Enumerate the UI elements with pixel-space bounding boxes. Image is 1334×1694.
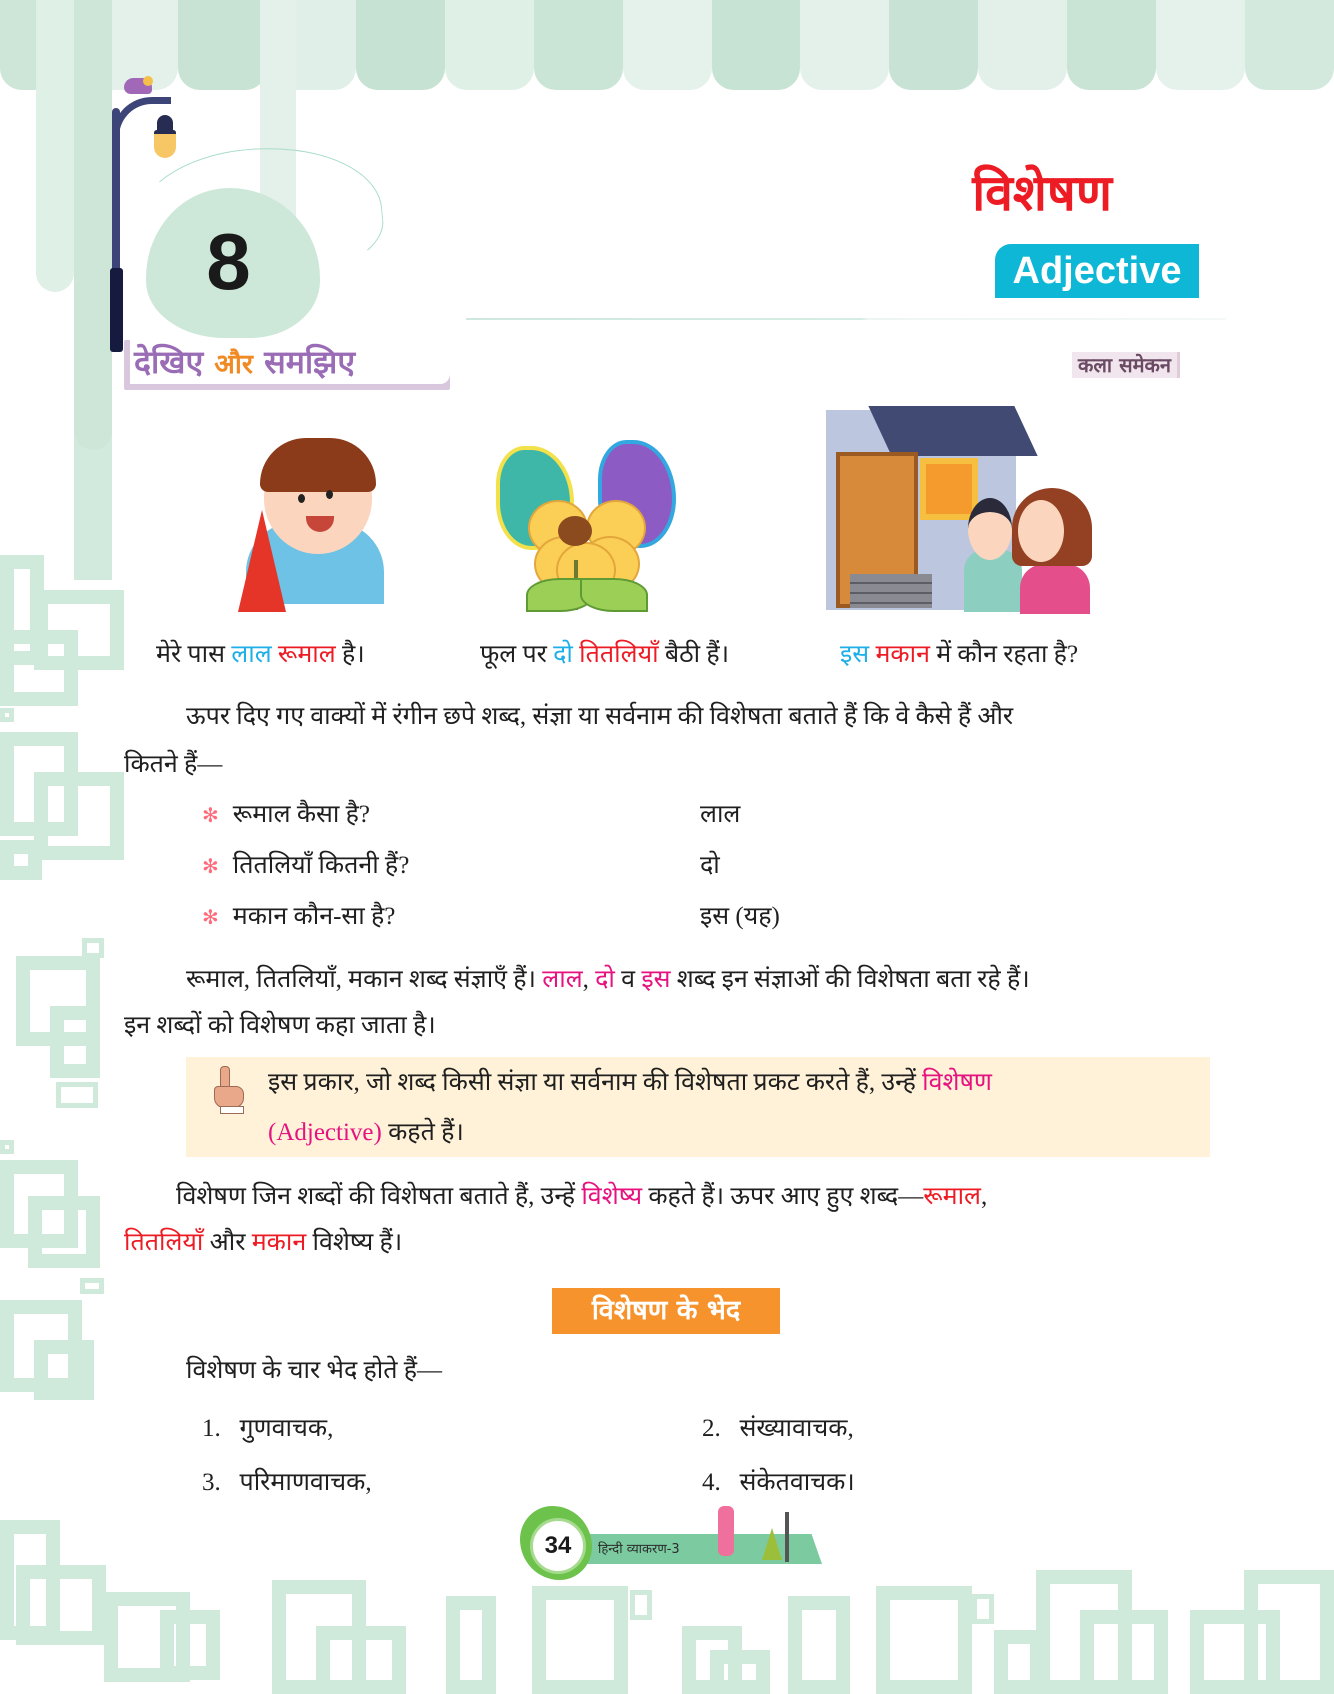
qa-question-text: तितलियाँ कितनी हैं? (232, 852, 410, 879)
section-banner-label (130, 340, 450, 384)
paragraph-text: विशेषण जिन शब्दों की विशेषता बताते हैं, उन्हें (176, 1183, 582, 1210)
paragraph-intro-line1: ऊपर दिए गए वाक्यों में रंगीन छपे शब्द, संज्ञा या सर्वनाम की विशेषता बताते हैं कि वे कैसे हैं और (186, 703, 1014, 730)
section-label-understand: समझिए (264, 343, 356, 381)
qa-question (202, 892, 395, 943)
caption-text: मेरे पास (156, 641, 232, 668)
page-number: 34 (530, 1518, 586, 1574)
red-handkerchief (238, 510, 286, 612)
qa-answer: दो (700, 852, 720, 879)
types-intro: विशेषण के चार भेद होते हैं— (186, 1357, 443, 1384)
chapter-number: 8 (206, 217, 251, 306)
qa-question (202, 841, 409, 892)
caption-text: बैठी हैं। (658, 641, 730, 668)
types-item-label: परिमाणवाचक, (239, 1469, 372, 1496)
types-item-number: 2. (702, 1415, 721, 1442)
qa-answer: इस (यह) (700, 903, 780, 930)
house-roof (868, 406, 1037, 456)
adjective-highlight: इस (840, 641, 870, 668)
paragraph-text: , (582, 966, 596, 993)
house-steps (850, 574, 932, 608)
qa-question-text: रूमाल कैसा है? (232, 801, 371, 828)
term-highlight: विशेष्य (581, 1183, 643, 1210)
definition-text: इस प्रकार, जो शब्द किसी संज्ञा या सर्वनाम की विशेषता प्रकट करते हैं, उन्हें (268, 1069, 923, 1096)
definition-text: कहते हैं। (381, 1119, 464, 1146)
types-item-number: 4. (702, 1469, 721, 1496)
boy-hair (260, 438, 376, 492)
caption-text: है। (335, 641, 365, 668)
types-item (702, 1404, 854, 1454)
noun-highlight: तितलियाँ (124, 1229, 204, 1256)
awning-pillar (36, 0, 74, 292)
section-label-and: और (214, 349, 253, 380)
street-lamp-icon (785, 1512, 789, 1562)
tree-icon (762, 1528, 782, 1560)
definition-line2 (268, 1108, 464, 1158)
qa-question (202, 790, 370, 841)
woman-figure (1020, 564, 1090, 614)
types-item (702, 1458, 855, 1508)
types-heading: विशेषण के भेद (552, 1288, 780, 1334)
paragraph-intro-line2: कितने हैं— (124, 751, 223, 778)
qa-answer: लाल (700, 801, 741, 828)
lamp-bulb-icon (154, 130, 176, 158)
top-awning-decoration (0, 0, 1334, 92)
flower-center (558, 516, 592, 546)
paragraph-nouns-line2: इन शब्दों को विशेषण कहा जाता है। (124, 1012, 436, 1039)
paragraph-text: कहते हैं। ऊपर आए हुए शब्द— (642, 1183, 924, 1210)
boy-eye (326, 490, 333, 499)
adjective-highlight: लाल (542, 966, 583, 993)
awning-pillar (74, 0, 112, 450)
pointing-hand-icon (212, 1066, 246, 1112)
chapter-title-hindi: विशेषण (972, 164, 1112, 222)
woman-face (1018, 500, 1064, 562)
noun-highlight: तितलियाँ (579, 641, 659, 668)
asterisk-bullet-icon: ✻ (202, 805, 219, 827)
asterisk-bullet-icon: ✻ (202, 856, 219, 878)
noun-highlight: मकान (251, 1229, 307, 1256)
art-integration-tag: कला समेकन (1072, 352, 1180, 378)
types-item-number: 1. (202, 1415, 221, 1442)
types-item-number: 3. (202, 1469, 221, 1496)
skateboarder-icon (718, 1506, 734, 1556)
chapter-title-english: Adjective (995, 244, 1199, 298)
paragraph-visheshya-line2 (124, 1218, 402, 1268)
paragraph-text: रूमाल, तितलियाँ, मकान शब्द संज्ञाएँ हैं। (186, 966, 543, 993)
caption-handkerchief (156, 630, 365, 680)
paragraph-text: विशेष्य हैं। (306, 1229, 403, 1256)
types-item (202, 1458, 372, 1508)
adjective-highlight: दो (553, 641, 573, 668)
paragraph-text: शब्द इन संज्ञाओं की विशेषता बता रहे हैं। (670, 966, 1030, 993)
paragraph-text: , (981, 1183, 988, 1210)
types-item (202, 1404, 333, 1454)
adjective-highlight: इस (641, 966, 671, 993)
types-item-label: संख्यावाचक, (739, 1415, 854, 1442)
noun-highlight: मकान (875, 641, 930, 668)
boy-head (968, 498, 1012, 560)
bird-head (143, 76, 153, 86)
paragraph-visheshya-line1 (176, 1172, 987, 1222)
noun-highlight: रूमाल (923, 1183, 982, 1210)
section-banner (124, 340, 450, 390)
lamp-post-base (110, 268, 123, 352)
house-window (920, 458, 978, 520)
asterisk-bullet-icon: ✻ (202, 907, 219, 929)
paragraph-nouns-line1 (186, 955, 1030, 1005)
caption-butterflies (480, 630, 729, 680)
caption-text: में कौन रहता है? (929, 641, 1079, 668)
adjective-highlight: दो (595, 966, 615, 993)
boy-eye (298, 494, 305, 503)
caption-text: फूल पर (480, 641, 554, 668)
types-item-label: गुणवाचक, (239, 1415, 334, 1442)
flower-leaf (580, 578, 648, 612)
adjective-highlight: लाल (231, 641, 272, 668)
paragraph-text: और (203, 1229, 252, 1256)
book-title: हिन्दी व्याकरण-3 (598, 1542, 680, 1557)
types-item-label: संकेतवाचक। (739, 1469, 855, 1496)
title-divider (466, 318, 1226, 320)
caption-house (840, 630, 1078, 680)
definition-line1 (268, 1058, 992, 1108)
term-english-highlight: (Adjective) (268, 1119, 382, 1146)
term-highlight: विशेषण (922, 1069, 993, 1096)
noun-highlight: रूमाल (277, 641, 336, 668)
paragraph-text: व (614, 966, 642, 993)
qa-question-text: मकान कौन-सा है? (232, 903, 396, 930)
section-label-look: देखिए (134, 343, 204, 381)
